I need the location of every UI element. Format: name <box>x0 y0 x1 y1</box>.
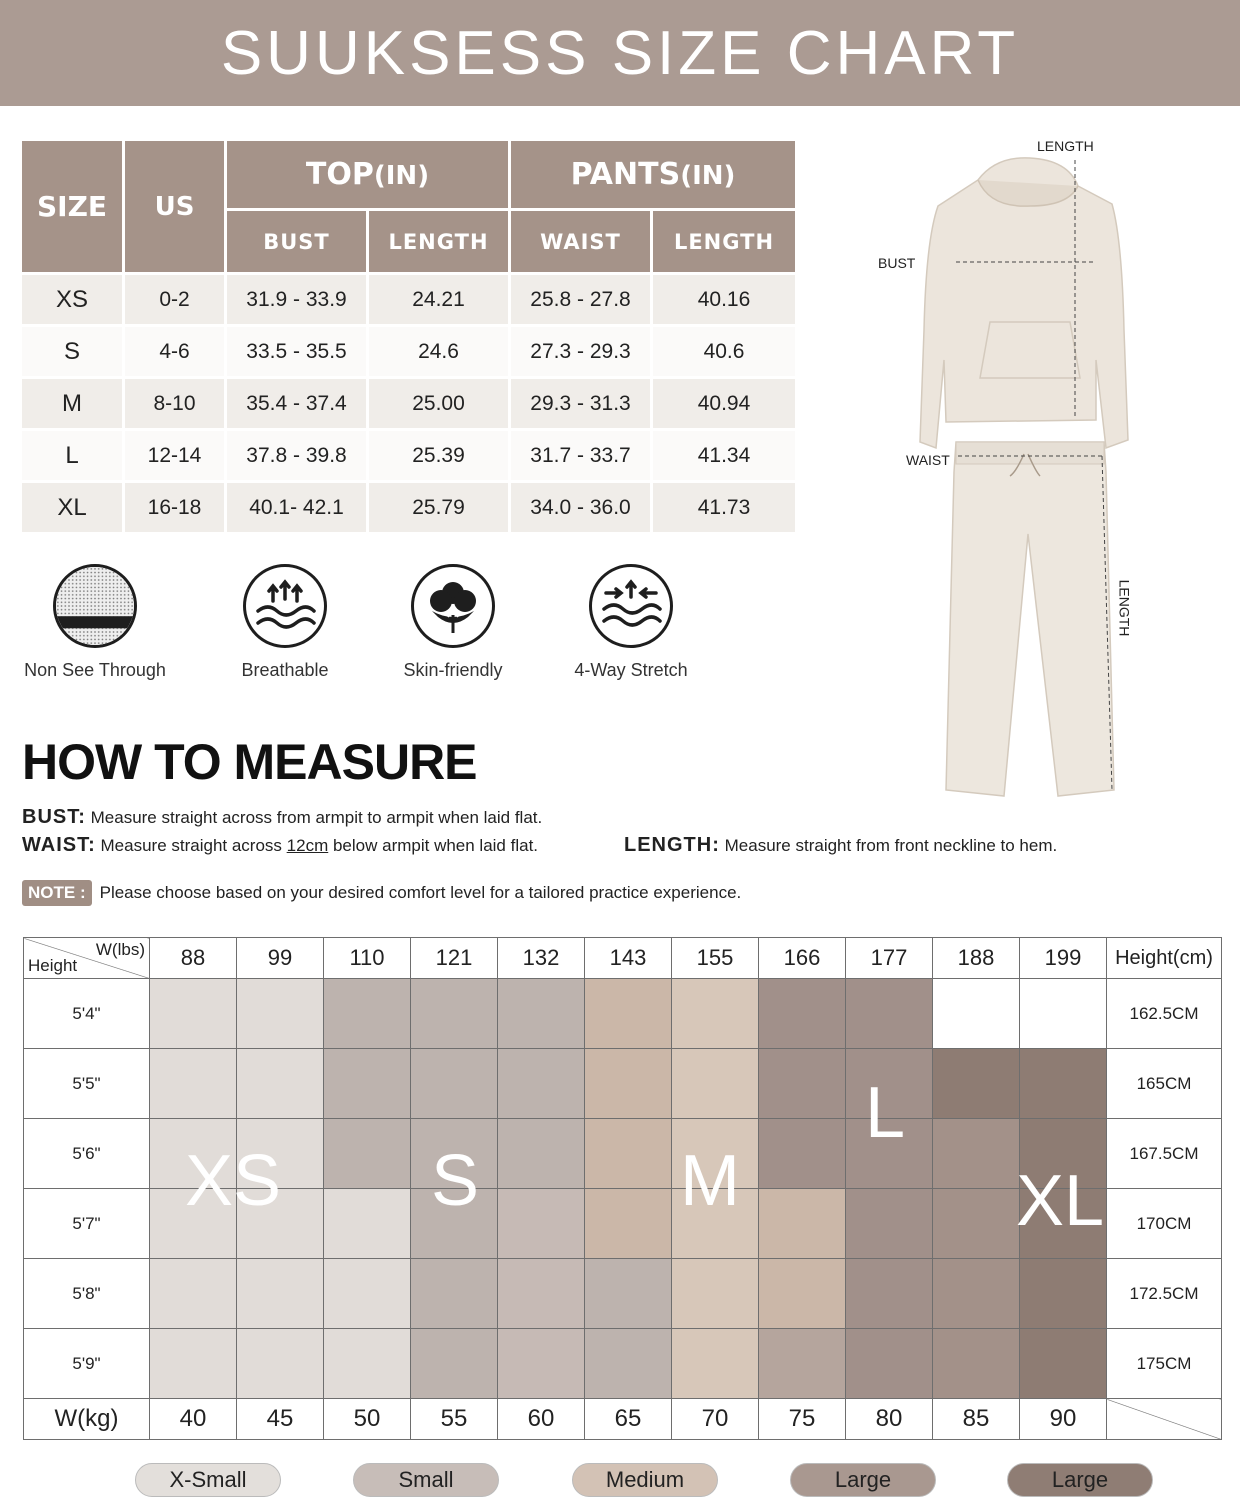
height-ft: 5'4" <box>24 979 150 1049</box>
grid-cell <box>498 1049 585 1119</box>
kg-value: 80 <box>846 1399 933 1440</box>
legend-small: Small <box>353 1463 499 1497</box>
kg-value: 65 <box>585 1399 672 1440</box>
grid-row <box>24 1259 1222 1329</box>
cell-bust: 31.9 - 33.9 <box>227 275 366 324</box>
grid-footer-row <box>24 1399 1222 1440</box>
grid-row <box>24 1329 1222 1399</box>
cell-length: 25.79 <box>369 483 508 532</box>
lbs-header: 188 <box>933 938 1020 979</box>
cell-size: M <box>22 379 122 428</box>
grid-cell <box>759 1329 846 1399</box>
height-cm: 165CM <box>1107 1049 1222 1119</box>
cell-bust: 40.1- 42.1 <box>227 483 366 532</box>
cell-waist: 27.3 - 29.3 <box>511 327 650 376</box>
grid-cell <box>585 1119 672 1189</box>
feature-breathable <box>210 564 360 681</box>
grid-cell <box>846 979 933 1049</box>
grid-cell <box>411 1049 498 1119</box>
grid-letter-xl: XL <box>1015 1161 1105 1241</box>
grid-cell <box>324 1329 411 1399</box>
cell-us: 16-18 <box>125 483 224 532</box>
grid-cell <box>672 979 759 1049</box>
table-row <box>22 275 795 324</box>
header-us: US <box>125 141 224 272</box>
label-top-length: LENGTH <box>1037 138 1094 154</box>
waist-text-c: below armpit when laid flat. <box>332 836 539 855</box>
how-to-measure-title: HOW TO MEASURE <box>22 734 477 790</box>
grid-corner-cell <box>24 938 150 979</box>
lbs-header: 166 <box>759 938 846 979</box>
height-cm-header: Height(cm) <box>1107 938 1222 979</box>
lbs-header: 88 <box>150 938 237 979</box>
cell-size: L <box>22 431 122 480</box>
table-row <box>22 327 795 376</box>
length-text: Measure straight from front neckline to hem. <box>724 836 1058 855</box>
table-row <box>22 483 795 532</box>
cell-pants-length: 41.73 <box>653 483 795 532</box>
grid-cell <box>1020 1259 1107 1329</box>
feature-skin-friendly <box>378 564 528 681</box>
pants-shape <box>946 442 1114 796</box>
grid-cell <box>324 1049 411 1119</box>
feature-non-see-through <box>18 564 172 681</box>
stretch-arrows-icon <box>589 564 673 648</box>
kg-value: 60 <box>498 1399 585 1440</box>
header-top <box>227 141 508 208</box>
grid-cell <box>585 1329 672 1399</box>
grid-cell <box>672 1329 759 1399</box>
cell-size: XL <box>22 483 122 532</box>
waist-instruction <box>22 834 538 857</box>
grid-cell <box>759 1259 846 1329</box>
grid-cell <box>150 1049 237 1119</box>
grid-cell <box>498 1189 585 1259</box>
header-top-label: TOP <box>305 157 374 192</box>
kg-value: 90 <box>1020 1399 1107 1440</box>
grid-cell <box>324 1189 411 1259</box>
header-bust: BUST <box>227 211 366 272</box>
grid-cell <box>933 1049 1020 1119</box>
cell-bust: 37.8 - 39.8 <box>227 431 366 480</box>
waist-label: WAIST: <box>22 834 96 856</box>
table-row <box>22 431 795 480</box>
grid-cell <box>846 1259 933 1329</box>
grid-letter-xs: XS <box>184 1141 282 1221</box>
cell-us: 12-14 <box>125 431 224 480</box>
height-ft: 5'5" <box>24 1049 150 1119</box>
grid-corner-cell-bottom <box>1107 1399 1222 1440</box>
lbs-header: 99 <box>237 938 324 979</box>
grid-cell <box>150 979 237 1049</box>
bust-instruction <box>22 806 542 829</box>
page-title: SUUKSESS SIZE CHART <box>220 18 1020 88</box>
grid-cell <box>759 1119 846 1189</box>
height-ft: 5'6" <box>24 1119 150 1189</box>
kg-value: 70 <box>672 1399 759 1440</box>
cell-size: S <box>22 327 122 376</box>
height-ft: 5'9" <box>24 1329 150 1399</box>
label-waist: WAIST <box>906 452 950 468</box>
lbs-header: 177 <box>846 938 933 979</box>
grid-cell <box>237 1049 324 1119</box>
cell-waist: 25.8 - 27.8 <box>511 275 650 324</box>
feature-label: Breathable <box>241 660 329 680</box>
grid-cell <box>498 1259 585 1329</box>
grid-cell <box>411 979 498 1049</box>
height-cm: 167.5CM <box>1107 1119 1222 1189</box>
grid-row <box>24 1049 1222 1119</box>
kg-value: 55 <box>411 1399 498 1440</box>
grid-cell <box>933 1189 1020 1259</box>
grid-cell <box>411 1259 498 1329</box>
grid-cell <box>672 1049 759 1119</box>
height-cm: 170CM <box>1107 1189 1222 1259</box>
kg-value: 85 <box>933 1399 1020 1440</box>
corner-height-label: Height <box>28 956 78 975</box>
cotton-flower-icon <box>411 564 495 648</box>
grid-cell <box>933 1329 1020 1399</box>
grid-cell <box>498 979 585 1049</box>
grid-cell <box>585 1049 672 1119</box>
cell-pants-length: 40.6 <box>653 327 795 376</box>
lbs-header: 155 <box>672 938 759 979</box>
grid-cell <box>324 1119 411 1189</box>
kg-value: 40 <box>150 1399 237 1440</box>
cell-length: 25.00 <box>369 379 508 428</box>
lbs-header: 110 <box>324 938 411 979</box>
cell-us: 4-6 <box>125 327 224 376</box>
grid-cell <box>498 1329 585 1399</box>
height-ft: 5'7" <box>24 1189 150 1259</box>
title-banner <box>0 0 1240 106</box>
note-text: Please choose based on your desired comfort level for a tailored practice experience. <box>99 883 742 902</box>
header-pants <box>511 141 795 208</box>
grid-cell <box>1020 979 1107 1049</box>
waistband <box>956 442 1104 464</box>
note-badge: NOTE : <box>22 880 92 906</box>
grid-cell <box>324 1259 411 1329</box>
label-bust: BUST <box>878 255 916 271</box>
grid-cell <box>237 1329 324 1399</box>
legend-x-large: Large <box>1007 1463 1153 1497</box>
grid-cell <box>411 1329 498 1399</box>
header-top-unit: (IN) <box>373 161 430 191</box>
grid-cell <box>933 1259 1020 1329</box>
legend-large: Large <box>790 1463 936 1497</box>
grid-cell <box>1020 1049 1107 1119</box>
size-table <box>19 138 798 535</box>
cell-bust: 33.5 - 35.5 <box>227 327 366 376</box>
length-instruction <box>624 834 1057 857</box>
grid-cell <box>1020 1329 1107 1399</box>
legend-x-small: X-Small <box>135 1463 281 1497</box>
header-pants-length: LENGTH <box>653 211 795 272</box>
kg-value: 50 <box>324 1399 411 1440</box>
grid-cell <box>498 1119 585 1189</box>
note <box>22 880 741 906</box>
cell-length: 24.21 <box>369 275 508 324</box>
lbs-header: 143 <box>585 938 672 979</box>
grid-letter-l: L <box>864 1073 906 1153</box>
header-waist: WAIST <box>511 211 650 272</box>
mesh-fabric-icon <box>53 564 137 648</box>
waist-text-a: Measure straight across <box>100 836 282 855</box>
cell-us: 8-10 <box>125 379 224 428</box>
grid-cell <box>585 979 672 1049</box>
grid-cell <box>846 1189 933 1259</box>
grid-cell <box>933 979 1020 1049</box>
cell-length: 25.39 <box>369 431 508 480</box>
bust-label: BUST: <box>22 806 86 828</box>
grid-cell <box>237 1259 324 1329</box>
corner-weight-label: W(lbs) <box>95 940 145 959</box>
length-label: LENGTH: <box>624 834 720 856</box>
cell-us: 0-2 <box>125 275 224 324</box>
grid-cell <box>672 1259 759 1329</box>
header-pants-label: PANTS <box>570 157 681 192</box>
header-top-length: LENGTH <box>369 211 508 272</box>
cell-waist: 34.0 - 36.0 <box>511 483 650 532</box>
legend-medium: Medium <box>572 1463 718 1497</box>
tracksuit-illustration <box>900 150 1140 810</box>
bust-text: Measure straight across from armpit to armpit when laid flat. <box>90 808 543 827</box>
grid-cell <box>759 1049 846 1119</box>
grid-letter-s: S <box>430 1141 480 1221</box>
height-cm: 175CM <box>1107 1329 1222 1399</box>
height-ft: 5'8" <box>24 1259 150 1329</box>
cell-length: 24.6 <box>369 327 508 376</box>
grid-cell <box>759 979 846 1049</box>
grid-cell <box>585 1189 672 1259</box>
grid-cell <box>150 1259 237 1329</box>
kg-label: W(kg) <box>24 1399 150 1440</box>
grid-cell <box>759 1189 846 1259</box>
feature-label: 4-Way Stretch <box>574 660 688 680</box>
waist-text-12cm: 12cm <box>286 836 329 855</box>
cell-bust: 35.4 - 37.4 <box>227 379 366 428</box>
feature-4-way-stretch <box>556 564 706 681</box>
lbs-header: 199 <box>1020 938 1107 979</box>
lbs-header: 132 <box>498 938 585 979</box>
kg-value: 75 <box>759 1399 846 1440</box>
breathable-waves-icon <box>243 564 327 648</box>
header-size: SIZE <box>22 141 122 272</box>
label-pants-length: LENGTH <box>1116 579 1133 637</box>
cell-pants-length: 40.16 <box>653 275 795 324</box>
grid-cell <box>585 1259 672 1329</box>
kg-value: 45 <box>237 1399 324 1440</box>
height-cm: 162.5CM <box>1107 979 1222 1049</box>
cell-size: XS <box>22 275 122 324</box>
grid-row <box>24 979 1222 1049</box>
grid-cell <box>846 1329 933 1399</box>
grid-cell <box>933 1119 1020 1189</box>
cell-waist: 29.3 - 31.3 <box>511 379 650 428</box>
grid-cell <box>324 979 411 1049</box>
cell-pants-length: 40.94 <box>653 379 795 428</box>
feature-label: Non See Through <box>24 660 166 680</box>
lbs-header: 121 <box>411 938 498 979</box>
grid-cell <box>150 1329 237 1399</box>
grid-cell <box>237 979 324 1049</box>
grid-letter-m: M <box>680 1141 740 1221</box>
table-row <box>22 379 795 428</box>
cell-waist: 31.7 - 33.7 <box>511 431 650 480</box>
height-cm: 172.5CM <box>1107 1259 1222 1329</box>
cell-pants-length: 41.34 <box>653 431 795 480</box>
header-pants-unit: (IN) <box>680 161 736 191</box>
feature-label: Skin-friendly <box>403 660 503 680</box>
